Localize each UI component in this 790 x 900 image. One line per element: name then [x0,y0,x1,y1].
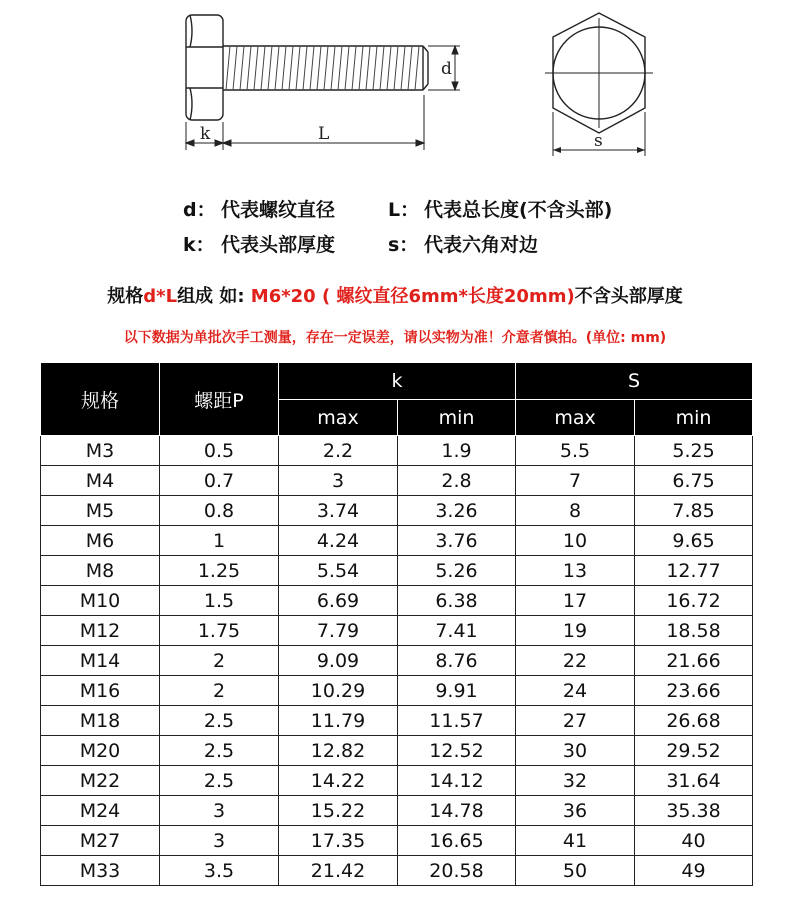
table-cell: 5.5 [516,436,635,466]
table-cell: M16 [41,676,160,706]
table-cell: 6.75 [635,466,753,496]
table-row [41,646,753,676]
table-cell: 18.58 [635,616,753,646]
table-cell: 1.25 [160,556,279,586]
table-cell: 3.76 [398,526,516,556]
thread-lines [226,46,419,90]
table-cell: 0.7 [160,466,279,496]
table-cell: 6.38 [398,586,516,616]
table-row [41,496,753,526]
header-spec: 规格 [41,363,160,436]
table-cell: 3 [160,826,279,856]
table-cell: 20.58 [398,856,516,886]
table-cell: M33 [41,856,160,886]
table-cell: M20 [41,736,160,766]
table-row [41,466,753,496]
table-cell: 3.74 [279,496,398,526]
spec-part-5: 不含头部厚度 [574,286,683,307]
table-cell: 22 [516,646,635,676]
table-cell: 2 [160,676,279,706]
table-cell: 10.29 [279,676,398,706]
table-cell: 3 [160,796,279,826]
table-cell: 2.2 [279,436,398,466]
table-cell: 5.54 [279,556,398,586]
table-cell: 15.22 [279,796,398,826]
table-cell: 6.69 [279,586,398,616]
table-cell: 3.26 [398,496,516,526]
table-cell: 3 [279,466,398,496]
table-cell: 13 [516,556,635,586]
legend-k-text: 代表头部厚度 [221,234,336,256]
table-cell: 2.5 [160,706,279,736]
table-row [41,556,753,586]
table-cell: 12.82 [279,736,398,766]
header-pitch: 螺距P [160,363,279,436]
table-cell: 2.8 [398,466,516,496]
table-cell: 12.52 [398,736,516,766]
table-cell: M3 [41,436,160,466]
dim-d-label: d [441,59,452,79]
table-cell: 0.8 [160,496,279,526]
table-cell: 17.35 [279,826,398,856]
table-cell: 41 [516,826,635,856]
table-cell: M12 [41,616,160,646]
legend-d-text: 代表螺纹直径 [221,199,336,221]
table-cell: 14.22 [279,766,398,796]
table-cell: 14.78 [398,796,516,826]
table-cell: 17 [516,586,635,616]
table-cell: 3.5 [160,856,279,886]
spec-part-2: d*L [143,286,178,307]
table-cell: 1.9 [398,436,516,466]
table-row [41,736,753,766]
legend-s-text: 代表六角对边 [424,234,539,256]
table-cell: 21.66 [635,646,753,676]
table-row [41,766,753,796]
table-row [41,826,753,856]
table-row [41,586,753,616]
table-cell: 29.52 [635,736,753,766]
table-cell: 14.12 [398,766,516,796]
table-cell: 7 [516,466,635,496]
spec-table-header [41,363,753,436]
dim-L-label: L [318,124,330,144]
header-s-max: max [516,400,635,436]
table-cell: 40 [635,826,753,856]
spec-table [40,362,753,886]
legend-row-2 [0,230,790,260]
table-row [41,706,753,736]
table-cell: 11.79 [279,706,398,736]
table-cell: 2 [160,646,279,676]
legend-row-1 [0,195,790,225]
table-cell: M22 [41,766,160,796]
table-cell: 0.5 [160,436,279,466]
table-cell: M24 [41,796,160,826]
table-cell: 2.5 [160,766,279,796]
table-cell: 10 [516,526,635,556]
table-row [41,676,753,706]
table-cell: 7.41 [398,616,516,646]
table-cell: 35.38 [635,796,753,826]
table-cell: 26.68 [635,706,753,736]
table-cell: 7.85 [635,496,753,526]
spec-part-1: 规格 [107,286,144,307]
table-cell: 24 [516,676,635,706]
table-cell: 32 [516,766,635,796]
table-cell: 49 [635,856,753,886]
bolt-technical-drawing [0,0,790,170]
header-s-min: min [635,400,753,436]
table-cell: 1.75 [160,616,279,646]
dim-s-label: s [594,131,603,151]
legend-L-key: L： [388,199,420,221]
table-cell: 5.25 [635,436,753,466]
table-cell: 2.5 [160,736,279,766]
table-cell: 16.72 [635,586,753,616]
table-cell: 4.24 [279,526,398,556]
legend-s-key: s： [388,234,419,256]
table-cell: 1.5 [160,586,279,616]
table-row [41,436,753,466]
table-cell: 9.09 [279,646,398,676]
table-cell: M6 [41,526,160,556]
table-row [41,796,753,826]
dim-k-label: k [200,124,211,144]
table-cell: M18 [41,706,160,736]
table-cell: 8.76 [398,646,516,676]
table-cell: M4 [41,466,160,496]
table-cell: M14 [41,646,160,676]
table-cell: 12.77 [635,556,753,586]
table-cell: 16.65 [398,826,516,856]
table-cell: 31.64 [635,766,753,796]
spec-explanation [0,282,790,308]
bolt-side-view [186,15,428,120]
spec-table-body [41,436,753,886]
table-cell: 5.26 [398,556,516,586]
table-cell: M5 [41,496,160,526]
table-cell: 8 [516,496,635,526]
legend-d-key: d： [183,199,216,221]
table-row [41,856,753,886]
legend-k-key: k： [183,234,215,256]
header-k-max: max [279,400,398,436]
table-cell: 21.42 [279,856,398,886]
table-cell: 30 [516,736,635,766]
table-cell: 50 [516,856,635,886]
header-k: k [279,363,516,400]
table-cell: 7.79 [279,616,398,646]
table-cell: 19 [516,616,635,646]
table-row [41,616,753,646]
table-cell: 11.57 [398,706,516,736]
table-cell: 9.91 [398,676,516,706]
table-cell: 9.65 [635,526,753,556]
header-k-min: min [398,400,516,436]
legend-L-text: 代表总长度(不含头部) [424,199,613,221]
spec-part-3: 组成 如: [177,286,251,307]
table-cell: M27 [41,826,160,856]
header-s: S [516,363,753,400]
table-row [41,526,753,556]
table-cell: 1 [160,526,279,556]
table-cell: 27 [516,706,635,736]
table-cell: 23.66 [635,676,753,706]
spec-part-4: M6*20 ( 螺纹直径6mm*长度20mm) [250,286,575,307]
table-cell: M8 [41,556,160,586]
table-cell: M10 [41,586,160,616]
table-cell: 36 [516,796,635,826]
measurement-notice: 以下数据为单批次手工测量，存在一定误差，请以实物为准！介意者慎拍。(单位: mm) [123,330,667,346]
